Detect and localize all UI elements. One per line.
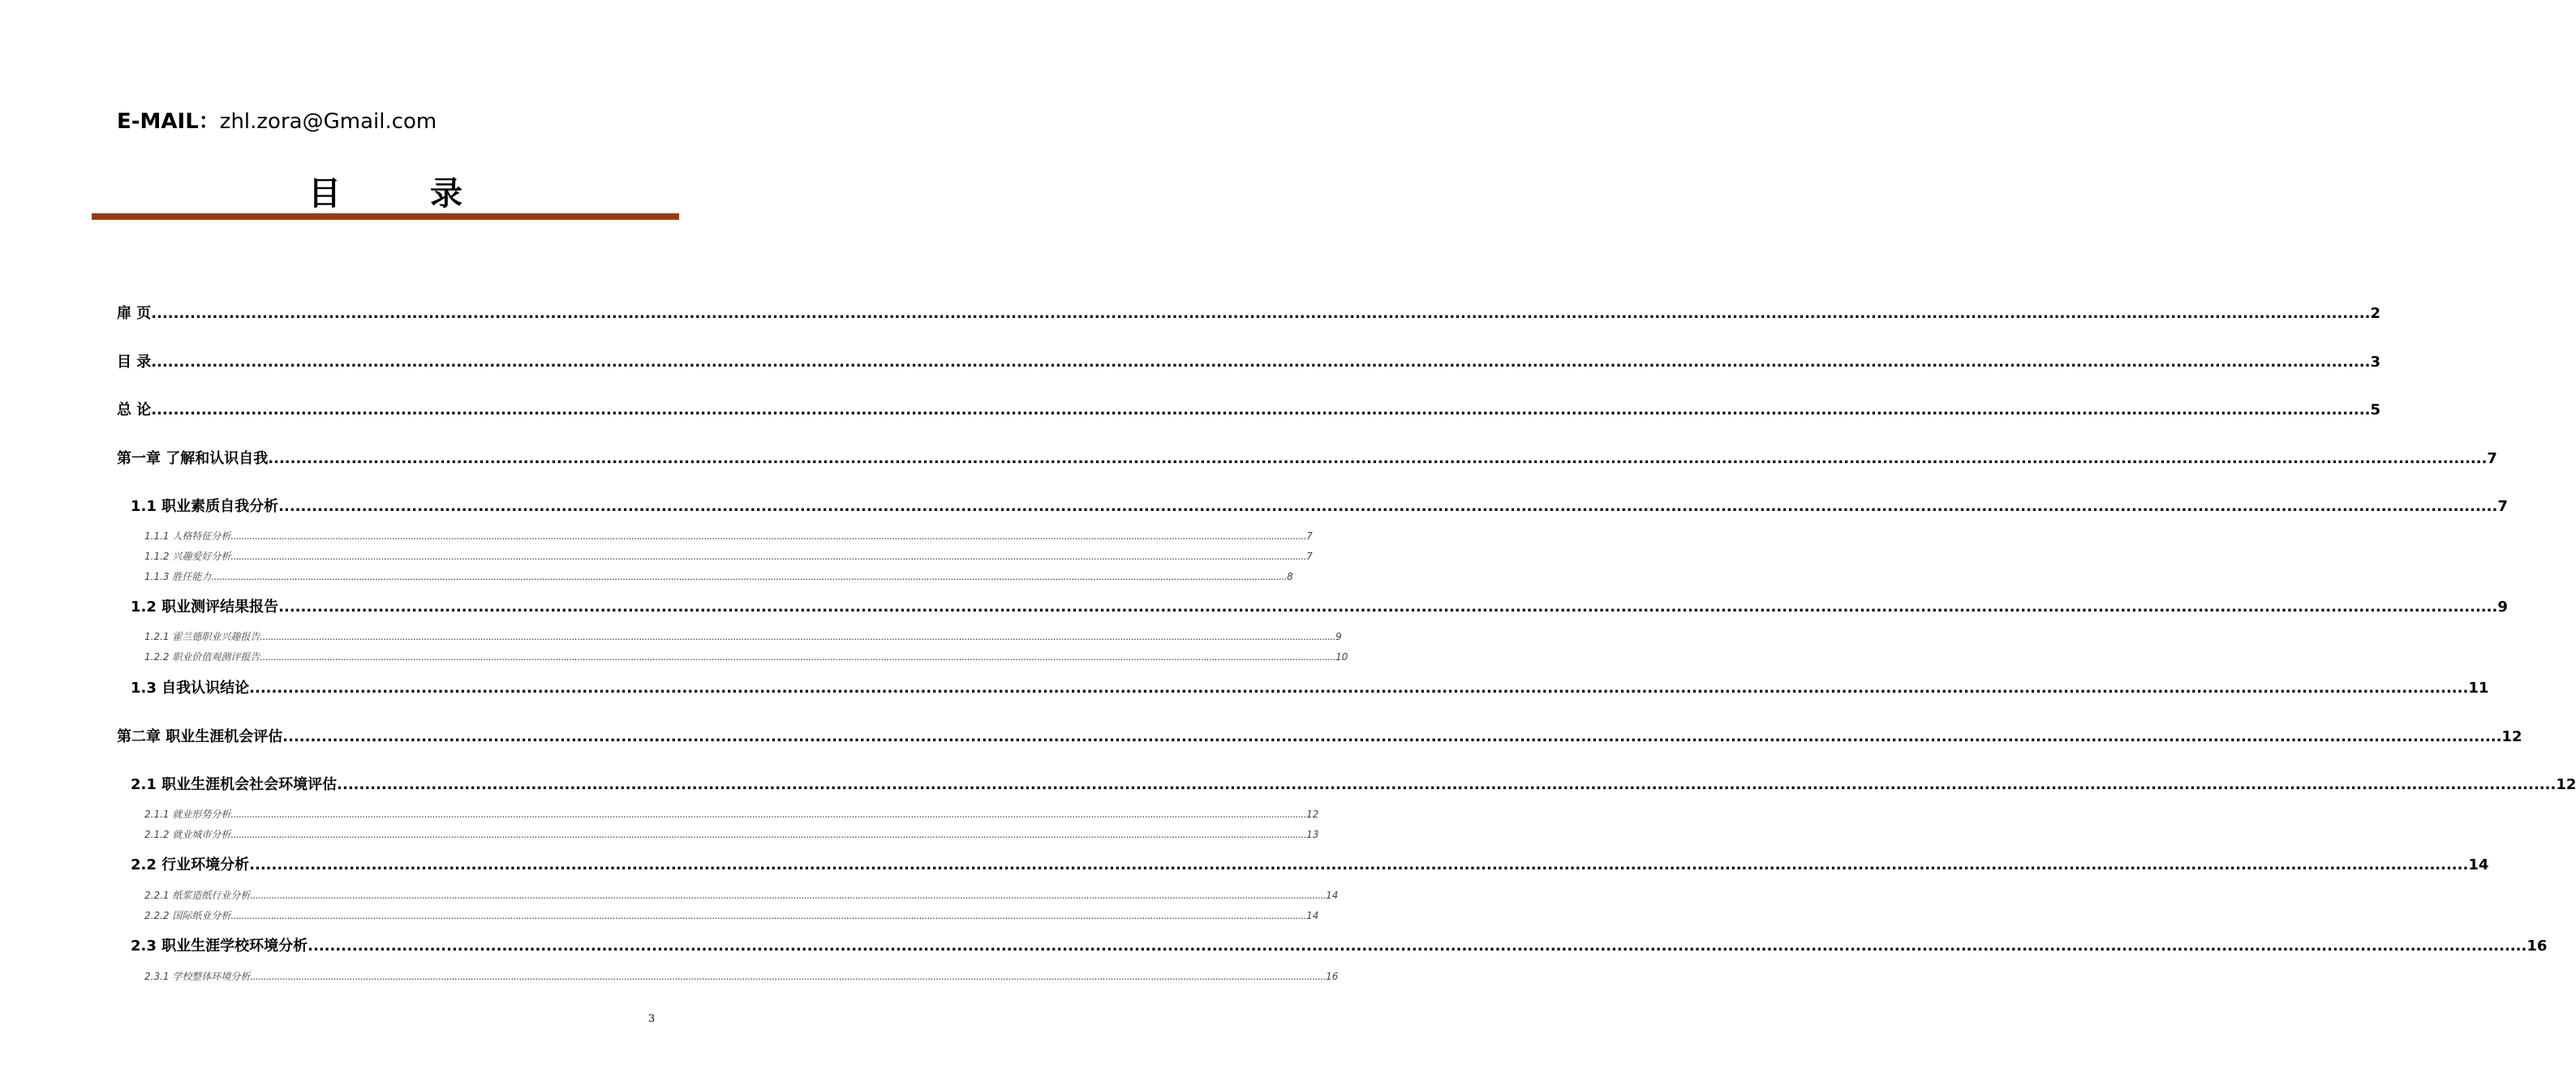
toc-entry[interactable] bbox=[117, 725, 2522, 746]
toc-leader: ................................................................................................................................................................................................................................................................................................................................................................................................................ bbox=[151, 401, 2371, 418]
toc-entry[interactable] bbox=[144, 529, 1313, 543]
toc-entry-text: 1.1.2 兴趣爱好分析 bbox=[144, 551, 231, 562]
toc-leader: ................................................................................................................................................................................................................................................................................................................................................................................................................ bbox=[278, 498, 2498, 515]
toc-entry-text: 2.2.2 国际纸业分析 bbox=[144, 910, 231, 921]
toc-entry-page: 16 bbox=[2527, 938, 2548, 955]
toc-entry-text: 2.2 行业环境分析 bbox=[131, 856, 250, 873]
toc-leader: ................................................................................................................................................................................................................................................................................................................................................................................................................ bbox=[307, 938, 2527, 955]
toc-entry-page: 9 bbox=[2497, 599, 2508, 616]
page-number: 3 bbox=[647, 1013, 656, 1025]
toc-entry[interactable] bbox=[144, 908, 1319, 922]
toc-leader: ................................................................................................................................................................................................................................................................................................................................................................................................................ bbox=[230, 809, 1307, 820]
toc-leader: ................................................................................................................................................................................................................................................................................................................................................................................................................ bbox=[230, 551, 1307, 562]
toc-entry-text: 1.3 自我认识结论 bbox=[131, 680, 250, 697]
toc-entry[interactable] bbox=[144, 807, 1319, 821]
toc-entry-text: 第二章 职业生涯机会评估 bbox=[117, 728, 283, 745]
toc-entry-text: 1.1 职业素质自我分析 bbox=[131, 498, 279, 515]
toc-entry-page: 7 bbox=[2497, 498, 2508, 515]
toc-entry[interactable] bbox=[144, 629, 1342, 643]
toc-entry-text: 1.1.1 人格特征分析 bbox=[144, 530, 231, 542]
toc-entry[interactable] bbox=[144, 549, 1313, 563]
toc-leader: ................................................................................................................................................................................................................................................................................................................................................................................................................ bbox=[249, 680, 2469, 697]
toc-entry-text: 2.1.2 就业城市分析 bbox=[144, 829, 231, 840]
toc-entry-page: 12 bbox=[2556, 776, 2576, 793]
toc-leader: ................................................................................................................................................................................................................................................................................................................................................................................................................ bbox=[151, 305, 2371, 322]
toc-leader: ................................................................................................................................................................................................................................................................................................................................................................................................................ bbox=[151, 354, 2371, 371]
toc-entry-page: 2 bbox=[2370, 305, 2380, 322]
toc-entry-page: 14 bbox=[1326, 890, 1339, 901]
toc-entry-page: 5 bbox=[2370, 401, 2380, 418]
toc-entry[interactable] bbox=[144, 569, 1293, 583]
toc-leader: ................................................................................................................................................................................................................................................................................................................................................................................................................ bbox=[230, 530, 1307, 542]
toc-entry-page: 12 bbox=[2501, 728, 2522, 745]
toc-entry[interactable] bbox=[131, 773, 2576, 794]
toc-entry-page: 12 bbox=[1306, 809, 1319, 820]
toc-leader: ................................................................................................................................................................................................................................................................................................................................................................................................................ bbox=[250, 890, 1327, 901]
toc-entry-text: 2.1 职业生涯机会社会环境评估 bbox=[131, 776, 338, 793]
toc-entry-page: 11 bbox=[2468, 680, 2489, 697]
toc-entry-page: 7 bbox=[2487, 450, 2497, 467]
toc-entry[interactable] bbox=[117, 398, 2380, 419]
toc-leader: ................................................................................................................................................................................................................................................................................................................................................................................................................ bbox=[211, 571, 1288, 582]
toc-entry-text: 1.2.2 职业价值观测评报告 bbox=[144, 651, 260, 663]
toc-entry[interactable] bbox=[117, 302, 2380, 323]
toc-entry[interactable] bbox=[131, 595, 2508, 616]
toc-leader: ................................................................................................................................................................................................................................................................................................................................................................................................................ bbox=[337, 776, 2557, 793]
toc-entry-page: 13 bbox=[1306, 829, 1319, 840]
toc-leader: ................................................................................................................................................................................................................................................................................................................................................................................................................ bbox=[260, 631, 1336, 642]
toc-leader: ................................................................................................................................................................................................................................................................................................................................................................................................................ bbox=[250, 971, 1327, 982]
toc-entry-page: 9 bbox=[1335, 631, 1342, 642]
toc-entry[interactable] bbox=[144, 888, 1339, 902]
toc-entry-text: 2.2.1 纸浆造纸行业分析 bbox=[144, 890, 251, 901]
toc-leader: ................................................................................................................................................................................................................................................................................................................................................................................................................ bbox=[278, 599, 2498, 616]
toc-leader: ................................................................................................................................................................................................................................................................................................................................................................................................................ bbox=[260, 651, 1336, 663]
toc-leader: ................................................................................................................................................................................................................................................................................................................................................................................................................ bbox=[249, 856, 2469, 873]
toc-entry[interactable] bbox=[131, 676, 2489, 697]
toc-entry[interactable] bbox=[117, 350, 2380, 371]
toc-leader: ................................................................................................................................................................................................................................................................................................................................................................................................................ bbox=[282, 728, 2502, 745]
page-title: 目 录 bbox=[308, 175, 501, 212]
toc-entry-text: 扉 页 bbox=[117, 305, 152, 322]
toc-leader: ................................................................................................................................................................................................................................................................................................................................................................................................................ bbox=[230, 829, 1307, 840]
toc-entry-page: 8 bbox=[1287, 571, 1293, 582]
toc-entry[interactable] bbox=[131, 934, 2548, 955]
toc-entry-text: 2.1.1 就业形势分析 bbox=[144, 809, 231, 820]
toc-leader: ................................................................................................................................................................................................................................................................................................................................................................................................................ bbox=[230, 910, 1307, 921]
toc-entry-page: 10 bbox=[1335, 651, 1348, 663]
email-label: E-MAIL： bbox=[117, 109, 220, 134]
toc-entry-page: 14 bbox=[1306, 910, 1319, 921]
toc-entry-text: 1.1.3 胜任能力 bbox=[144, 571, 212, 582]
toc-entry-page: 7 bbox=[1306, 551, 1313, 562]
toc-entry-text: 1.2.1 霍兰德职业兴趣报告 bbox=[144, 631, 260, 642]
toc-leader: ................................................................................................................................................................................................................................................................................................................................................................................................................ bbox=[268, 450, 2488, 467]
toc-entry[interactable] bbox=[144, 650, 1348, 663]
toc-entry[interactable] bbox=[131, 495, 2508, 516]
toc-entry-text: 2.3 职业生涯学校环境分析 bbox=[131, 938, 308, 955]
toc-entry-page: 14 bbox=[2468, 856, 2489, 873]
toc-entry-text: 2.3.1 学校整体环境分析 bbox=[144, 971, 251, 982]
toc-entry-page: 3 bbox=[2370, 354, 2380, 371]
toc-entry-text: 总 论 bbox=[117, 401, 152, 418]
toc-entry-text: 目 录 bbox=[117, 354, 152, 371]
toc-entry[interactable] bbox=[144, 969, 1339, 983]
toc-entry-text: 第一章 了解和认识自我 bbox=[117, 450, 269, 467]
toc-entry[interactable] bbox=[131, 853, 2489, 874]
toc-entry-page: 7 bbox=[1306, 530, 1313, 542]
toc-entry-text: 1.2 职业测评结果报告 bbox=[131, 599, 279, 616]
email-value: zhl.zora@Gmail.com bbox=[219, 109, 437, 134]
toc-entry[interactable] bbox=[144, 827, 1319, 841]
toc-entry[interactable] bbox=[117, 447, 2497, 468]
toc-entry-page: 16 bbox=[1326, 971, 1339, 982]
